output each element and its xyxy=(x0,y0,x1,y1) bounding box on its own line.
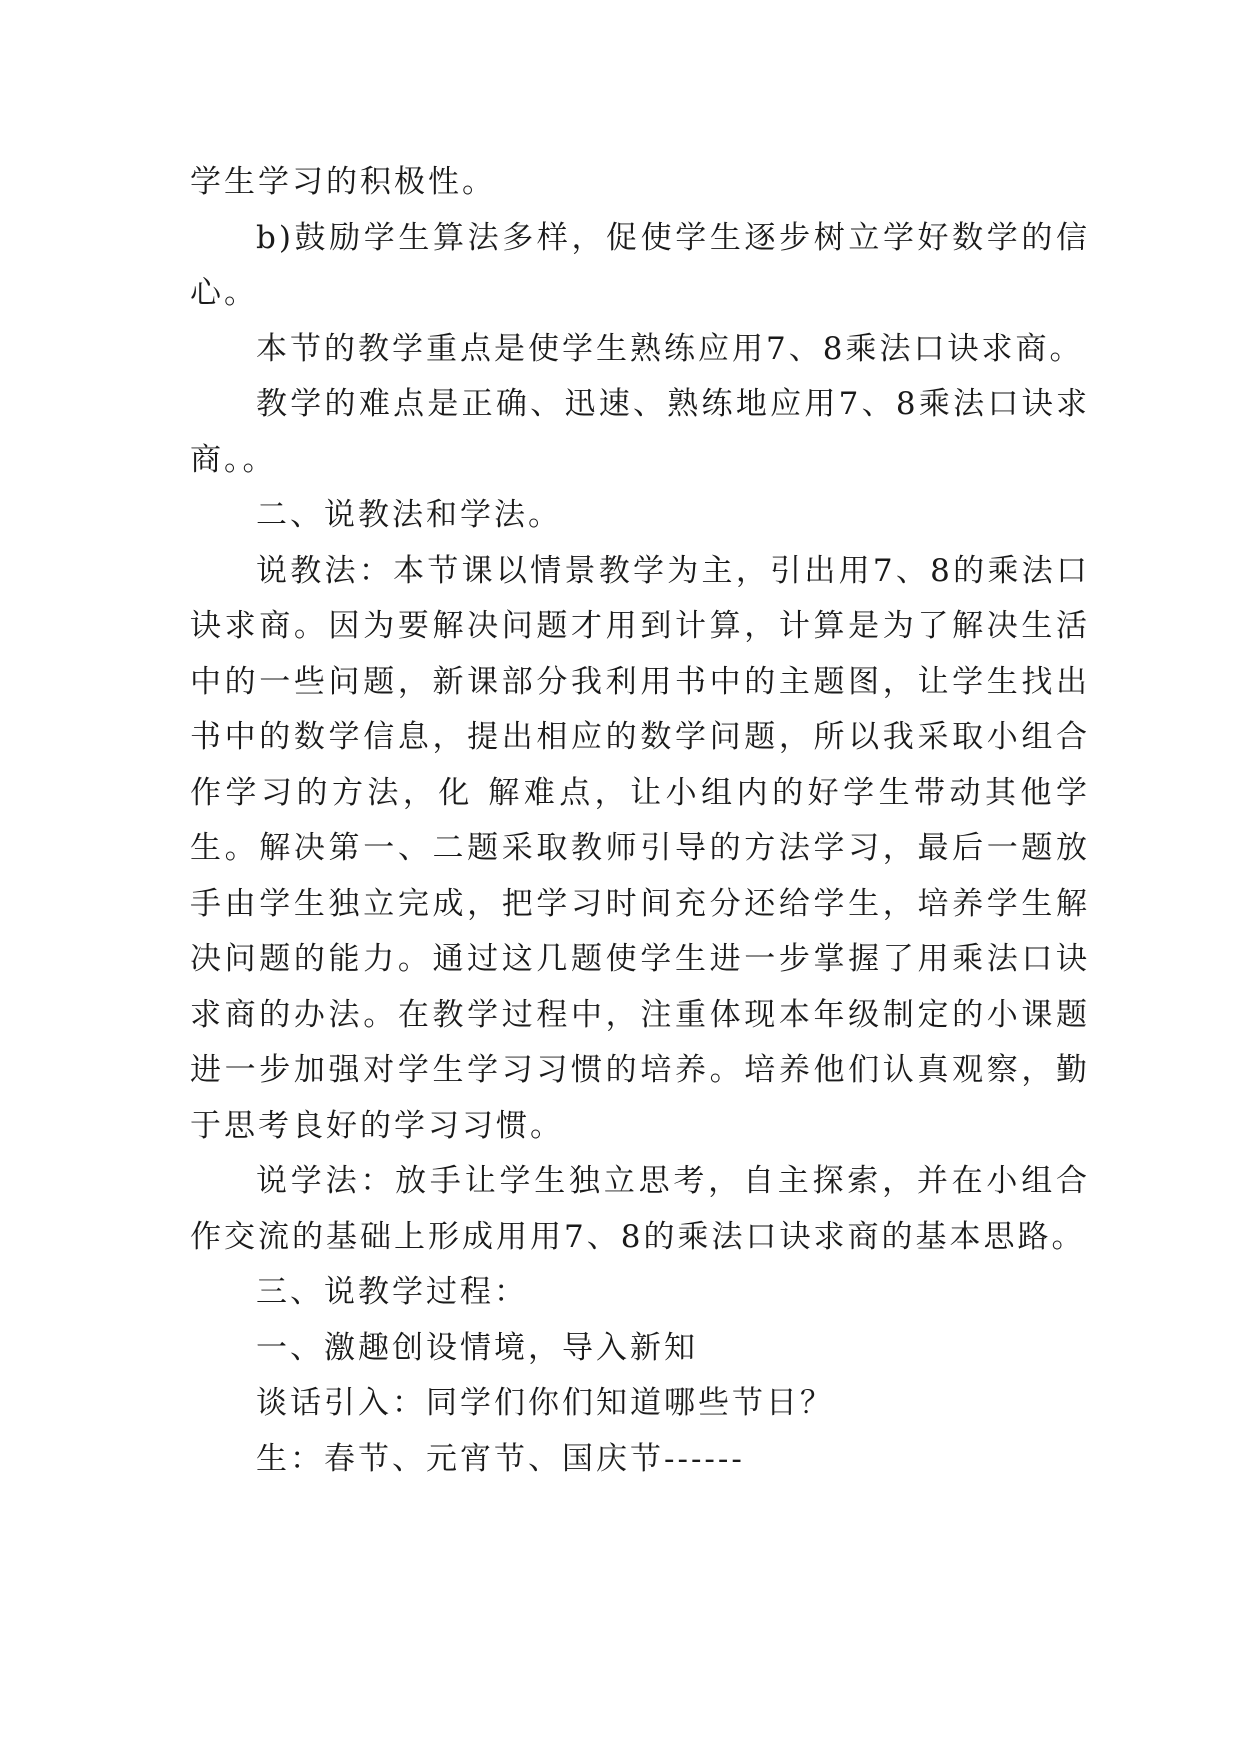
paragraph: 生：春节、元宵节、国庆节------ xyxy=(256,1440,745,1477)
section-heading: 三、说教学过程： xyxy=(256,1274,528,1310)
document-body xyxy=(190,155,1090,1487)
paragraph: 教学的难点是正确、迅速、熟练地应用7、8乘法口诀求商。。 xyxy=(190,386,1090,478)
paragraph: b)鼓励学生算法多样，促使学生逐步树立学好数学的信心。 xyxy=(190,219,1090,311)
subsection-heading: 一、激趣创设情境，导入新知 xyxy=(256,1329,698,1366)
paragraph: 本节的教学重点是使学生熟练应用7、8乘法口诀求商。 xyxy=(256,330,1084,367)
section-heading: 二、说教法和学法。 xyxy=(256,497,562,533)
paragraph: 说教法：本节课以情景教学为主，引出用7、8的乘法口诀求商。因为要解决问题才用到计算，计算是为了解决生活中的一些问题，新课部分我利用书中的主题图，让学生找出书中的数学信息，提出相应的数学问题，所以我采取小组合作学习的方法，化 解难点，让小组内的好学生带动其他学生。解决第一、二题采取教师引导的方法学习，最后一题放手由学生独立完成，把学习时间充分还给学生，培养学生解决问题的能力。通过这几题使学生进一步掌握了用乘法口诀求商的办法。在教学过程中，注重体现本年级制定的小课题进一步加强对学生学习习惯的培养。培养他们认真观察，勤于思考良好的学习习惯。 xyxy=(190,552,1090,1144)
paragraph: 说学法：放手让学生独立思考，自主探索，并在小组合作交流的基础上形成用用7、8的乘法口诀求商的基本思路。 xyxy=(190,1163,1090,1255)
paragraph: 谈话引入：同学们你们知道哪些节日？ xyxy=(256,1385,834,1421)
paragraph: 学生学习的积极性。 xyxy=(190,164,496,200)
